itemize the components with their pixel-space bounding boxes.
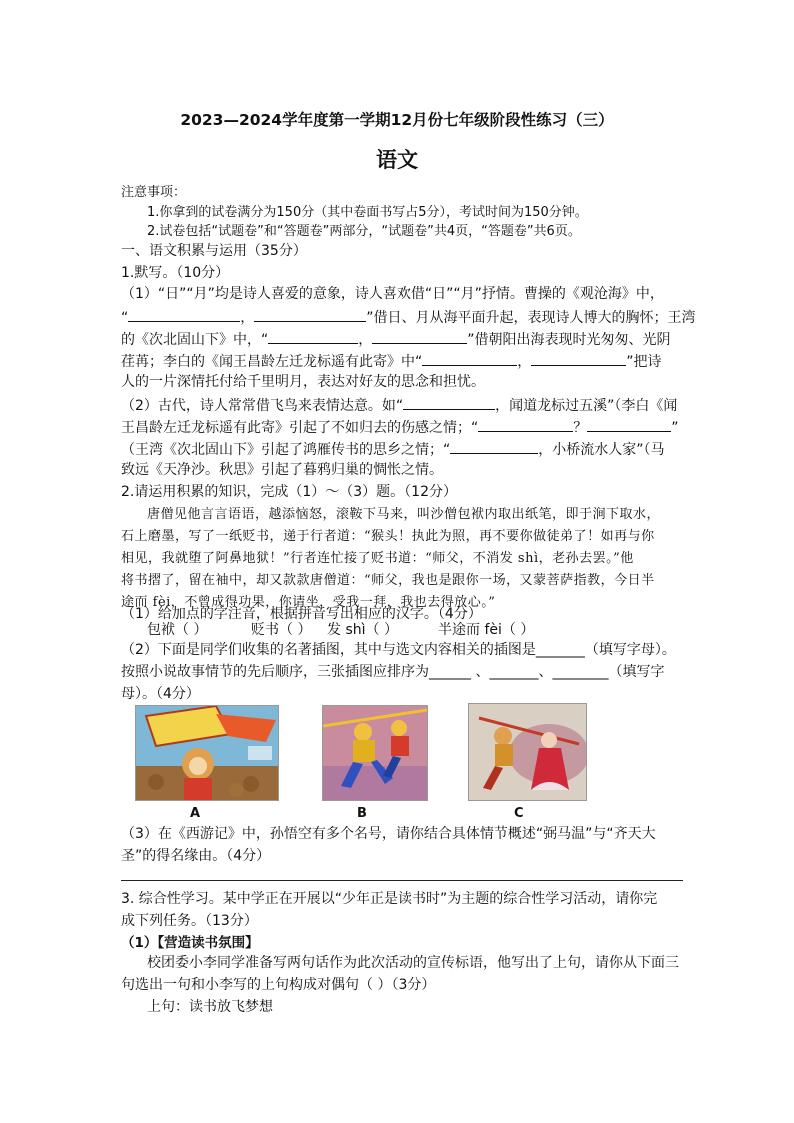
pinyin-item-3: 发 shì（ ） [327, 622, 398, 638]
illustration-a [135, 705, 279, 801]
q1-heading: 1.默写。（10分） [121, 265, 230, 281]
q1-p2-text: ，闻道龙标过五溪”（李白《闻 [495, 398, 678, 414]
q1-p2-line3 [121, 439, 665, 460]
answer-blank[interactable] [531, 351, 626, 366]
q1-p1-line5: 人的一片深情托付给千里明月，表达对好友的思念和担忧。 [121, 374, 485, 390]
answer-blank[interactable] [254, 307, 366, 322]
q1-p2-line4: 致远《天净沙。秋思》引起了暮鸦归巢的惆怅之情。 [121, 462, 443, 478]
exam-title: 2023—2024学年度第一学期12月份七年级阶段性练习（三） [180, 111, 614, 129]
upper-line: 上句：读书放飞梦想 [147, 999, 273, 1015]
pinyin-item-1: 包袱（ ） [147, 622, 208, 638]
comma: ， [358, 332, 373, 348]
question-mark: ？ [573, 420, 588, 436]
note-item-2: 2.试卷包括“试题卷”和“答题卷”两部分，“试题卷”共4页，“答题卷”共6页。 [147, 224, 581, 239]
caption-b: B [357, 806, 367, 821]
monkey-king-fighting-illustration-icon [323, 706, 427, 800]
passage-line-3: 相见，我就堕了阿鼻地狱！”行者连忙接了贬书道：“师父，不消发 shì，老孙去罢。”他 [121, 551, 634, 566]
q1-p1-text: ”借日、月从海平面升起，表现诗人博大的胸怀；王湾 [366, 310, 696, 326]
illustration-c [468, 703, 587, 801]
answer-blank[interactable] [450, 439, 538, 454]
q1-p1-text: ”把诗 [626, 354, 662, 370]
answer-blank[interactable] [128, 307, 240, 322]
answer-blank[interactable] [268, 329, 358, 344]
q1-p1-line1: （1）“日”“月”均是诗人喜爱的意象，诗人喜欢借“日”“月”抒情。曹操的《观沧海》中， [121, 286, 664, 302]
answer-blank[interactable] [422, 351, 517, 366]
q1-p2-text: （王湾《次北固山下》引起了鸿雁传书的思乡之情；“ [121, 442, 451, 458]
pinyin-item-2: 贬书（ ） [251, 622, 312, 638]
notes-heading: 注意事项： [121, 185, 187, 200]
monkey-king-banner-illustration-icon [136, 706, 278, 800]
section-heading: 一、语文积累与运用（35分） [121, 243, 307, 259]
q3-heading-line1: 3. 综合性学习。某中学正在开展以“少年正是读书时”为主题的综合性学习活动，请你完 [121, 891, 658, 907]
q3-body-line1: 校团委小李同学准备写两句话作为此次活动的宣传标语，他写出了上句，请你从下面三 [147, 955, 679, 971]
passage-line-4: 将书摺了，留在袖中，却又款款唐僧道：“师父，我也是跟你一场，又蒙菩萨指教，今日半 [121, 573, 655, 588]
pinyin-item-4: 半途而 fèi（ ） [438, 622, 535, 638]
comma: ， [240, 310, 255, 326]
q2-sub3-line2: 圣”的得名缘由。（4分） [121, 848, 271, 864]
quote-close: ” [671, 420, 679, 436]
note-item-1: 1.你拿到的试卷满分为150分（其中卷面书写占5分），考试时间为150分钟。 [147, 205, 588, 220]
passage-line-5: 途而 fèi，不曾成得功果，你请坐，受我一拜，我也去得放心。” [121, 595, 496, 610]
comma: ， [517, 354, 532, 370]
q1-p2-text: ，小桥流水人家”（马 [538, 442, 665, 458]
q1-p1-line4 [121, 351, 662, 372]
q2-heading: 2.请运用积累的知识，完成（1）～（3）题。（12分） [121, 484, 457, 500]
q1-p2-line1 [121, 395, 677, 416]
q1-p1-text: 荏苒；李白的《闻王昌龄左迁龙标遥有此寄》中“ [121, 354, 423, 370]
quote-open: “ [121, 310, 129, 326]
monkey-king-skeleton-demon-illustration-icon [469, 704, 586, 800]
answer-blank[interactable] [372, 329, 467, 344]
q1-p1-line3 [121, 329, 671, 350]
q2-sub3-line1: （3）在《西游记》中，孙悟空有多个名号，请你结合具体情节概述“弼马温”与“齐天大 [121, 826, 656, 842]
caption-c: C [514, 806, 524, 821]
task1-heading: （1）【营造读书氛围】 [121, 935, 259, 951]
illustration-b [322, 705, 428, 801]
answer-blank[interactable] [403, 395, 495, 410]
q2-sub2-line3: 母）。（4分） [121, 686, 200, 702]
answer-blank[interactable] [478, 417, 573, 432]
subject-title: 语文 [376, 148, 418, 172]
answer-blank[interactable] [587, 417, 671, 432]
answer-line [121, 880, 683, 881]
q1-p2-line2 [121, 417, 679, 438]
q3-body-line2: 句选出一句和小李写的上句构成对偶句（ ）（3分） [121, 977, 436, 993]
q1-p1-line2 [121, 307, 696, 328]
q3-heading-line2: 成下列任务。（13分） [121, 913, 258, 929]
q1-p1-text: 的《次北固山下》中，“ [121, 332, 269, 348]
q1-p2-text: （2）古代，诗人常常借飞鸟来表情达意。如“ [121, 398, 404, 414]
passage-line-1: 唐僧见他言言语语，越添恼怒，滚鞍下马来，叫沙僧包袱内取出纸笔，即于涧下取水， [147, 507, 661, 522]
q1-p2-text: 王昌龄左迁龙标遥有此寄》引起了不如归去的伤感之情；“ [121, 420, 479, 436]
caption-a: A [190, 806, 201, 821]
q2-sub2-line1: （2）下面是同学们收集的名著插图，其中与选文内容相关的插图是_______（填写字母）。 [121, 642, 676, 658]
q2-sub2-line2: 按照小说故事情节的先后顺序，三张插图应排序为______ 、_______、________（填写字 [121, 664, 665, 680]
q2-sub1: （1）给加点的字注音，根据拼音写出相应的汉字。（4分） [121, 606, 482, 622]
passage-line-2: 石上磨墨，写了一纸贬书，递于行者道：“猴头！执此为照，再不要你做徒弟了！如再与你 [121, 529, 655, 544]
q1-p1-text: ”借朝阳出海表现时光匆匆、光阴 [467, 332, 671, 348]
